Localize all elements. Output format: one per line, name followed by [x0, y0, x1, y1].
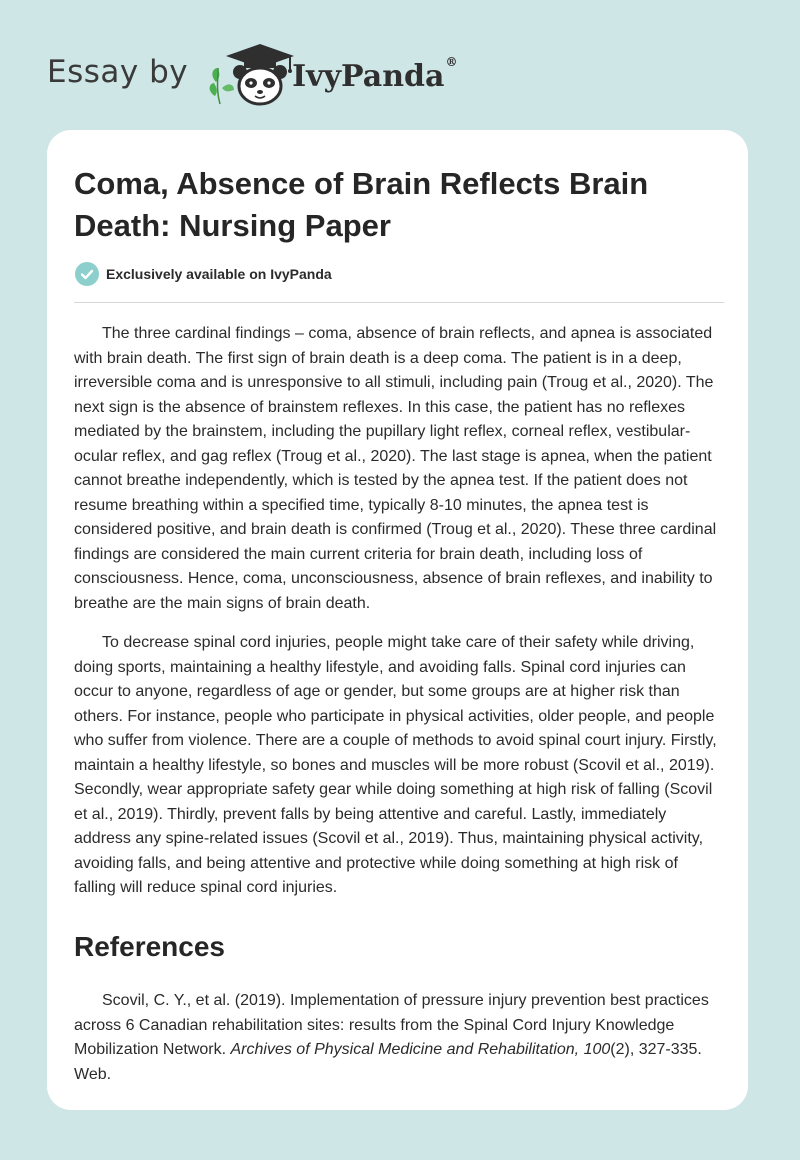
reference-authors: Scovil, C. Y., et al. (2019). Implementation of pressure injury prevention best practices across 6 Canadian rehabilitation sites: results from the Spinal Cord Injury Knowledge Mobilization Network. [74, 992, 709, 1058]
panda-logo-icon[interactable] [202, 38, 298, 108]
exclusive-badge-label: Exclusively available on IvyPanda [106, 266, 332, 282]
brand-prefix: Essay by [47, 54, 189, 90]
registered-mark: ® [445, 54, 458, 69]
site-header [47, 38, 457, 108]
page-title: Coma, Absence of Brain Reflects Brain Death: Nursing Paper [74, 166, 649, 243]
reference-journal: Archives of Physical Medicine and Rehabilitation, 100 [230, 1041, 611, 1058]
reference-issue-pages: (2), 327-335. Web. [74, 1041, 702, 1083]
essay-body [74, 322, 724, 916]
brand-name[interactable]: IvyPanda® [292, 54, 458, 94]
check-circle-icon [75, 262, 99, 286]
references-heading: References [74, 931, 225, 962]
divider [74, 302, 724, 303]
paragraph: To decrease spinal cord injuries, people might take care of their safety while driving, doing sports, maintaining a healthy lifestyle, and avoiding falls. Spinal cord injuries can occur to anyone, regardless of age or gender, but some groups are at higher risk than others. For instance, people who participate in physical activities, older people, and people who suffer from violence. There are a couple of methods to avoid spinal court injury. Firstly, maintain a healthy lifestyle, so bones and muscles will be more robust (Scovil et al., 2019). Secondly, wear appropriate safety gear while doing something at high risk of falling (Scovil et al., 2019). Thirdly, prevent falls by being attentive and careful. Lastly, immediately address any spine-related issues (Scovil et al., 2019). Thus, maintaining physical activity, avoiding falls, and being attentive and protective while doing something at high risk of falling will reduce spinal cord injuries. [74, 634, 717, 896]
essay-card [47, 130, 748, 1110]
paragraph: The three cardinal findings – coma, absence of brain reflects, and apnea is associated with brain death. The first sign of brain death is a deep coma. The patient is in a deep, irreversible coma and is unresponsive to all stimuli, including pain (Troug et al., 2020). The next sign is the absence of brainstem reflexes. In this case, the patient has no reflexes mediated by the brainstem, including the pupillary light reflex, corneal reflex, vestibular-ocular reflex, and gag reflex (Troug et al., 2020). The last stage is apnea, when the patient cannot breathe independently, which is tested by the apnea test. If the patient does not resume breathing within a specified time, typically 8-10 minutes, the apnea test is considered positive, and brain death is confirmed (Troug et al., 2020). These three cardinal findings are considered the main current criteria for brain death, including loss of consciousness. Hence, coma, unconsciousness, absence of brain reflexes, and inability to breathe are the main signs of brain death. [74, 325, 717, 612]
reference-entry [74, 989, 724, 1087]
exclusive-badge [75, 262, 332, 286]
